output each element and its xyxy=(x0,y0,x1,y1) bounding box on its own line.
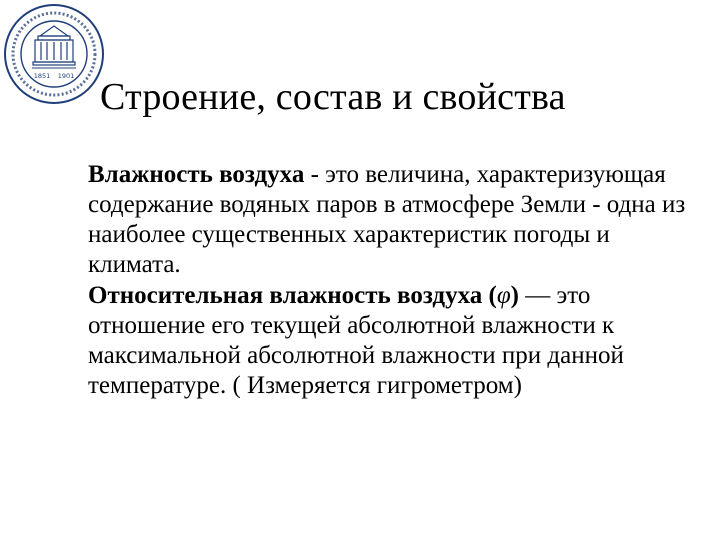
slide-title: Строение, состав и свойства xyxy=(100,76,566,118)
definition-humidity: - это величина, характеризующая содержание водяных паров в атмосфере Земли - одна из наиболее существенных характеристик погоды и климата. xyxy=(88,161,686,278)
term-relative-humidity: Относительная влажность воздуха ( xyxy=(88,282,497,309)
definition-relative-humidity: — это отношение его текущей абсолютной влажности к максимальной абсолютной влажности при данной температуре. ( Измеряется гигрометром) xyxy=(88,282,624,399)
paragraph-relative-humidity xyxy=(88,281,688,401)
term-humidity: Влажность воздуха xyxy=(88,161,305,188)
seal-year-left: 1851 xyxy=(33,72,51,80)
phi-symbol: φ xyxy=(496,282,511,309)
university-seal-icon xyxy=(2,2,106,106)
slide-body xyxy=(88,160,688,402)
term-close-paren: ) xyxy=(510,282,519,309)
seal-year-right: 1901 xyxy=(57,72,75,80)
paragraph-humidity xyxy=(88,160,688,280)
